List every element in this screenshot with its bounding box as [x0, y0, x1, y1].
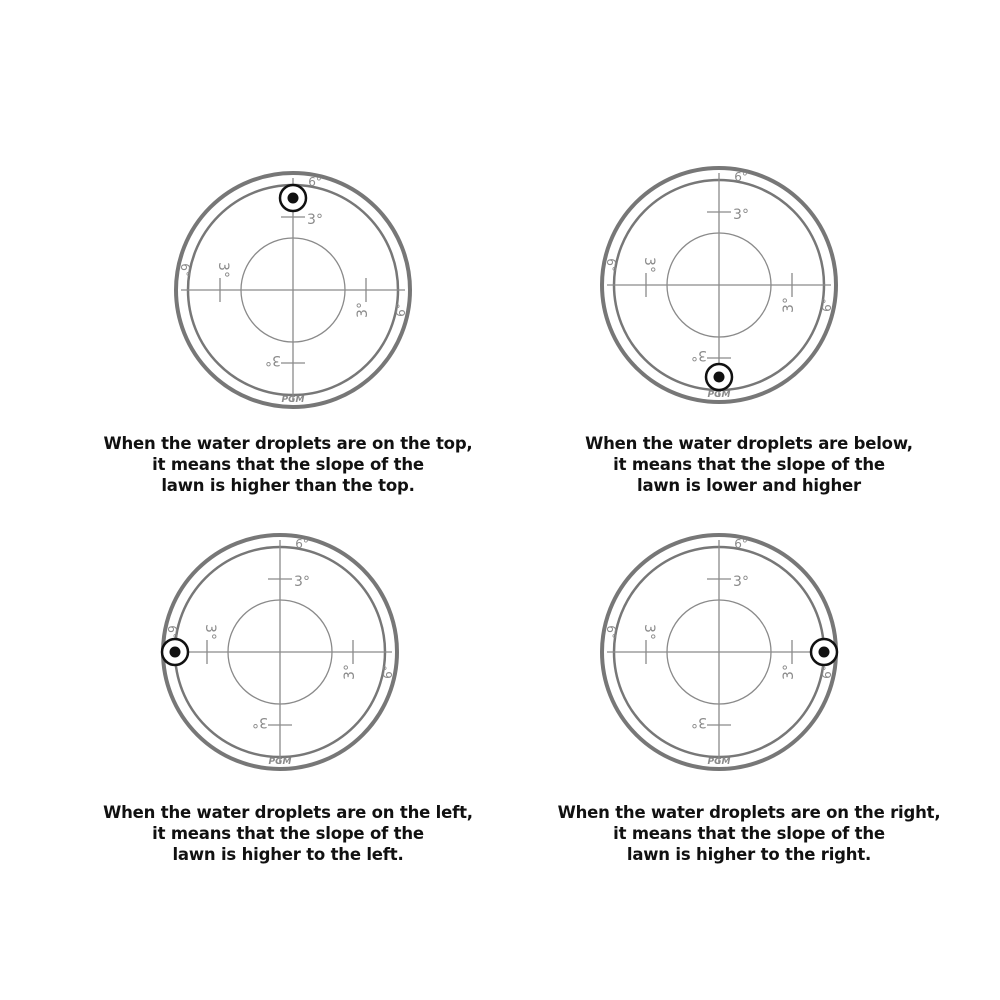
level-gauge-bottom: [594, 160, 844, 410]
label-3-degree: 3°: [355, 302, 371, 318]
water-droplet-bubble: [714, 372, 725, 383]
water-droplet-bubble: [170, 647, 181, 658]
label-6-degree: 6°: [178, 263, 192, 277]
level-gauge-top: [168, 165, 418, 415]
label-3-degree: 3°: [641, 257, 657, 273]
caption-bottom: [514, 433, 984, 496]
level-gauge-right: [594, 527, 844, 777]
label-6-degree: 6°: [308, 175, 322, 189]
level-gauge-left: [155, 527, 405, 777]
label-6-degree: 6°: [295, 537, 309, 551]
caption-left: [53, 802, 523, 865]
label-3-degree: 3°: [215, 262, 231, 278]
label-3-degree: 3°: [691, 347, 707, 363]
brand-logo-text: PGM: [268, 757, 292, 767]
label-6-degree: 6°: [604, 625, 618, 639]
brand-logo-text: PGM: [707, 390, 731, 400]
brand-logo-text: PGM: [707, 757, 731, 767]
water-droplet-bubble: [288, 193, 299, 204]
caption-line: When the water droplets are below,: [585, 434, 913, 453]
label-6-degree: 6°: [604, 258, 618, 272]
label-6-degree: 6°: [734, 170, 748, 184]
label-3-degree: 3°: [781, 664, 797, 680]
caption-line: it means that the slope of the: [152, 455, 424, 474]
label-6-degree: 6°: [165, 625, 179, 639]
label-6-degree: 6°: [394, 303, 408, 317]
caption-line: it means that the slope of the: [613, 455, 885, 474]
caption-line: When the water droplets are on the top,: [103, 434, 473, 453]
caption-line: lawn is lower and higher: [637, 476, 861, 495]
label-3-degree: 3°: [307, 212, 323, 228]
label-3-degree: 3°: [781, 297, 797, 313]
label-3-degree: 3°: [342, 664, 358, 680]
water-droplet-bubble: [819, 647, 830, 658]
caption-line: When the water droplets are on the right,: [557, 803, 941, 822]
caption-line: lawn is higher to the left.: [172, 845, 404, 864]
label-6-degree: 6°: [820, 665, 834, 679]
label-3-degree: 3°: [202, 624, 218, 640]
label-3-degree: 3°: [265, 352, 281, 368]
caption-line: lawn is higher to the right.: [626, 845, 872, 864]
label-3-degree: 3°: [691, 714, 707, 730]
label-6-degree: 6°: [734, 537, 748, 551]
caption-line: it means that the slope of the: [152, 824, 424, 843]
label-3-degree: 3°: [294, 574, 310, 590]
label-6-degree: 6°: [381, 665, 395, 679]
caption-right: [514, 802, 984, 865]
caption-line: lawn is higher than the top.: [161, 476, 415, 495]
caption-line: it means that the slope of the: [613, 824, 885, 843]
label-3-degree: 3°: [733, 207, 749, 223]
label-3-degree: 3°: [252, 714, 268, 730]
caption-top: [53, 433, 523, 496]
label-3-degree: 3°: [641, 624, 657, 640]
caption-line: When the water droplets are on the left,: [103, 803, 473, 822]
brand-logo-text: PGM: [281, 395, 305, 405]
label-6-degree: 6°: [820, 298, 834, 312]
label-3-degree: 3°: [733, 574, 749, 590]
